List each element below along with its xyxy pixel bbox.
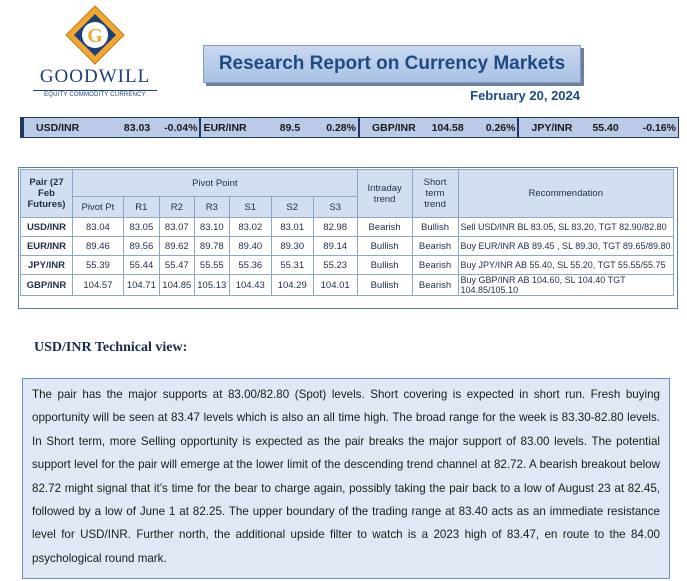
shortterm-cell: Bearish: [412, 275, 458, 296]
logo-letter: G: [87, 25, 103, 47]
column-header: Pivot Pt: [72, 197, 123, 218]
technical-view-text: The pair has the major supports at 83.00/82.80 (Spot) levels. Short covering is expected in short run. Fresh buying opportunity will be seen at 83.47 levels which is also an all time high. The broad range for the week is 83.30-82.80 levels. In Short term, more Selling opportunity is expected as the pair breaks the major support of 83.00 levels. The potential support level for the pair will emerge at the lower limit of the descending trend channel at 82.72. A bearish breakout below 82.72 might signal that it’s time for the bear to charge again, possibly taking the pair back to a low of August 23 at 82.45, followed by a low of June 1 at 82.25. The upper boundary of the trading range at 83.40 acts as an immediate resistance level for USD/INR. Further north, the additional upside filter to watch is a 2023 high of 83.47, en route to the 84.00 psychological round mark.: [32, 388, 660, 565]
value-cell: 104.85: [159, 275, 194, 296]
value-cell: 89.62: [159, 237, 194, 256]
recommendation-cell: Buy EUR/INR AB 89.45 , SL 89.30, TGT 89.65/89.80: [458, 237, 673, 256]
value-cell: 89.78: [194, 237, 229, 256]
pivot-group-header: Pivot Point: [72, 170, 357, 197]
pair-cell: USD/INR: [21, 218, 73, 237]
pair-cell: JPY/INR: [21, 256, 73, 275]
table-row: [21, 218, 674, 237]
intraday-cell: Bearish: [357, 218, 412, 237]
value-cell: 55.55: [194, 256, 229, 275]
value-cell: 83.01: [271, 218, 313, 237]
pair-cell: GBP/INR: [21, 275, 73, 296]
value-cell: 104.01: [313, 275, 357, 296]
ticker-pair: EUR/INR: [203, 121, 247, 134]
value-cell: 82.98: [313, 218, 357, 237]
column-header: S1: [229, 197, 271, 218]
pair-cell: EUR/INR: [21, 237, 73, 256]
value-cell: 83.07: [159, 218, 194, 237]
goodwill-emblem-icon: [64, 4, 126, 66]
ticker-value: 89.5: [279, 121, 301, 134]
column-header: S3: [313, 197, 357, 218]
value-cell: 89.14: [313, 237, 357, 256]
ticker-pair: JPY/INR: [531, 121, 573, 134]
ticker-change: 0.26%: [485, 121, 516, 134]
brand-name: GOODWILL: [39, 66, 151, 87]
pair-column-header: Pair (27 Feb Futures): [21, 170, 73, 218]
value-cell: 83.04: [72, 218, 123, 237]
company-logo: [30, 4, 160, 100]
ticker-value: 83.03: [123, 121, 151, 134]
technical-view-heading: USD/INR Technical view:: [34, 340, 188, 355]
report-title-banner: [203, 45, 581, 83]
value-cell: 55.36: [229, 256, 271, 275]
value-cell: 104.57: [72, 275, 123, 296]
value-cell: 104.29: [271, 275, 313, 296]
value-cell: 55.44: [123, 256, 159, 275]
shortterm-cell: Bullish: [412, 218, 458, 237]
column-header: S2: [271, 197, 313, 218]
value-cell: 83.02: [229, 218, 271, 237]
recommendation-cell: Sell USD/INR BL 83.05, SL 83.20, TGT 82.90/82.80: [458, 218, 673, 237]
technical-view-panel: [22, 378, 670, 579]
value-cell: 104.71: [123, 275, 159, 296]
ticker-value: 55.40: [592, 121, 619, 134]
column-header: R3: [194, 197, 229, 218]
ticker-change: -0.16%: [642, 121, 676, 134]
intraday-column-header: Intraday trend: [357, 170, 412, 218]
ticker-change: -0.04%: [164, 121, 198, 134]
ticker-item-gbpinr: [360, 118, 520, 137]
value-cell: 55.31: [271, 256, 313, 275]
recommendation-cell: Buy GBP/INR AB 104.60, SL 104.40 TGT 104.85/105.10: [458, 275, 673, 296]
table-row: [21, 256, 674, 275]
value-cell: 55.47: [159, 256, 194, 275]
value-cell: 83.10: [194, 218, 229, 237]
pivot-point-table: [20, 169, 674, 296]
intraday-cell: Bullish: [357, 275, 412, 296]
value-cell: 55.23: [313, 256, 357, 275]
column-header: R2: [159, 197, 194, 218]
report-title: Research Report on Currency Markets: [218, 53, 566, 74]
value-cell: 89.46: [72, 237, 123, 256]
ticker-item-eurinr: [201, 118, 360, 137]
intraday-cell: Bullish: [357, 237, 412, 256]
currency-ticker: [20, 117, 679, 138]
table-row: [21, 275, 674, 296]
intraday-cell: Bullish: [357, 256, 412, 275]
shortterm-column-header: Short term trend: [412, 170, 458, 218]
value-cell: 89.40: [229, 237, 271, 256]
recommendation-column-header: Recommendation: [458, 170, 673, 218]
value-cell: 105.13: [194, 275, 229, 296]
value-cell: 104.43: [229, 275, 271, 296]
value-cell: 55.39: [72, 256, 123, 275]
value-cell: 89.56: [123, 237, 159, 256]
ticker-change: 0.28%: [326, 121, 356, 134]
column-header: R1: [123, 197, 159, 218]
ticker-item-jpyinr: [519, 118, 678, 137]
table-row: [21, 237, 674, 256]
brand-tagline: EQUITY COMMODITY CURRENCY: [33, 90, 157, 98]
ticker-item-usdinr: [24, 118, 201, 137]
shortterm-cell: Bearish: [412, 256, 458, 275]
ticker-value: 104.58: [431, 121, 464, 134]
table-header-row: [21, 170, 674, 197]
recommendation-cell: Buy JPY/INR AB 55.40, SL 55.20, TGT 55.55/55.75: [458, 256, 673, 275]
value-cell: 89.30: [271, 237, 313, 256]
ticker-pair: GBP/INR: [371, 121, 416, 134]
value-cell: 83.05: [123, 218, 159, 237]
ticker-pair: USD/INR: [36, 121, 80, 134]
report-date: February 20, 2024: [470, 88, 580, 103]
shortterm-cell: Bearish: [412, 237, 458, 256]
